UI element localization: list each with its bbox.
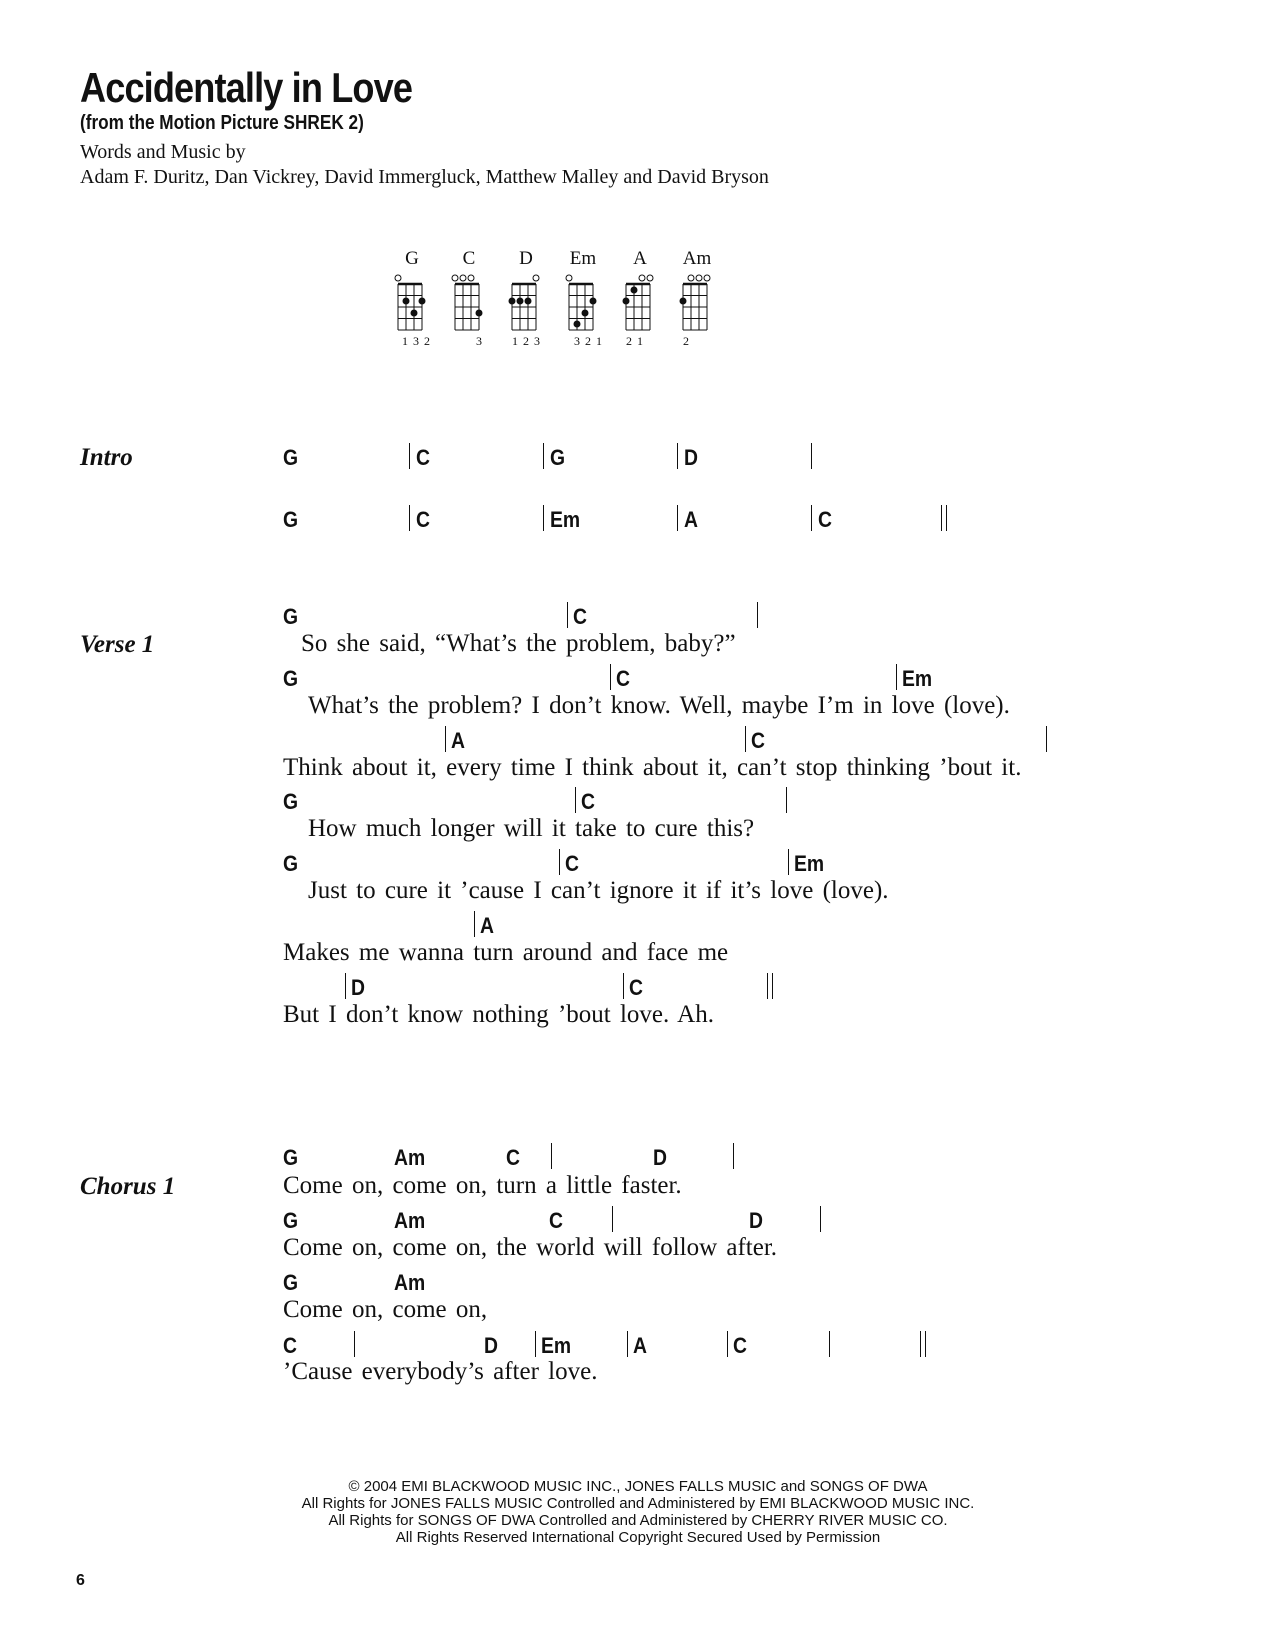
chord-diagram-name: Em	[569, 248, 597, 269]
chord: G	[283, 1145, 299, 1170]
chord: C	[581, 789, 595, 814]
bar-line	[733, 1143, 734, 1169]
chord-diagram-fingering: 1 2 3	[512, 334, 541, 348]
bar-line	[788, 849, 789, 875]
chord: C	[616, 666, 630, 691]
chord-diagram-name: G	[405, 248, 419, 269]
bar-line	[559, 849, 560, 875]
chord: Em	[541, 1333, 572, 1358]
bar-line	[612, 1206, 613, 1232]
chord: C	[629, 975, 643, 1000]
bar-line	[677, 505, 678, 531]
chord: D	[749, 1208, 763, 1233]
lyric-line: Just to cure it ’cause I can’t ignore it if it’s love (love).	[308, 877, 889, 904]
section-label-chorus-1: Chorus 1	[80, 1173, 176, 1200]
bar-line	[786, 787, 787, 813]
chord: A	[451, 728, 465, 753]
bar-line	[551, 1143, 552, 1169]
bar-line	[345, 973, 346, 999]
bar-line	[610, 664, 611, 690]
chord: D	[684, 445, 698, 470]
d-chord-grid	[509, 275, 539, 330]
chord-diagram-name: C	[462, 248, 476, 269]
chord: C	[733, 1333, 747, 1358]
chord: Am	[394, 1270, 426, 1295]
bar-line	[677, 443, 678, 469]
chord: G	[283, 789, 299, 814]
c-chord-grid	[452, 275, 482, 330]
em-chord-grid	[566, 275, 596, 330]
chord: G	[283, 1208, 299, 1233]
chord: Am	[394, 1145, 426, 1170]
bar-line	[627, 1331, 628, 1357]
lyric-line: But I don’t know nothing ’bout love. Ah.	[283, 1001, 714, 1028]
bar-line	[820, 1206, 821, 1232]
chord: C	[818, 507, 832, 532]
chord: C	[751, 728, 765, 753]
section-label-verse-1: Verse 1	[80, 631, 155, 658]
g-chord-grid	[395, 275, 425, 330]
chord: C	[416, 445, 430, 470]
lyric-line: So she said, “What’s the problem, baby?”	[301, 630, 736, 657]
lyric-line: Think about it, every time I think about it, can’t stop thinking ’bout it.	[283, 754, 1022, 781]
chord: D	[484, 1333, 498, 1358]
lyric-line: Makes me wanna turn around and face me	[283, 939, 729, 966]
bar-line	[811, 505, 812, 531]
chord: C	[549, 1208, 563, 1233]
chord-diagram-name: Am	[682, 248, 712, 269]
bar-line	[543, 443, 544, 469]
lyric-line: ’Cause everybody’s after love.	[283, 1358, 598, 1385]
song-subtitle: (from the Motion Picture SHREK 2)	[80, 112, 364, 134]
bar-line	[575, 787, 576, 813]
chord-diagrams	[382, 248, 742, 358]
lyric-line: How much longer will it take to cure this?	[308, 815, 755, 842]
copyright-line: All Rights for JONES FALLS MUSIC Controlled and Administered by EMI BLACKWOOD MUSIC INC.	[301, 1495, 975, 1512]
copyright-line: All Rights Reserved International Copyright Secured Used by Permission	[395, 1529, 881, 1546]
chord-diagram-fingering: 1 3 2	[402, 334, 431, 348]
chord: C	[416, 507, 430, 532]
chord-diagram-grids	[382, 274, 742, 334]
chord-diagram-fingering: 3	[476, 334, 483, 348]
lyric-line: Come on, come on,	[283, 1296, 488, 1323]
chord: G	[283, 604, 299, 629]
bar-line	[409, 505, 410, 531]
page-number: 6	[76, 1572, 85, 1589]
double-bar-line	[767, 973, 773, 999]
chord: G	[283, 445, 299, 470]
a-chord-grid	[623, 275, 653, 330]
bar-line	[829, 1331, 830, 1357]
lyric-line: What’s the problem? I don’t know. Well, maybe I’m in love (love).	[308, 692, 1010, 719]
bar-line	[535, 1331, 536, 1357]
bar-line	[445, 726, 446, 752]
bar-line	[1046, 726, 1047, 752]
credit-label: Words and Music by	[80, 141, 246, 163]
song-title: Accidentally in Love	[80, 64, 413, 111]
copyright-line: All Rights for SONGS OF DWA Controlled and Administered by CHERRY RIVER MUSIC CO.	[328, 1512, 948, 1529]
chord: G	[283, 1270, 299, 1295]
chord: A	[684, 507, 698, 532]
chord: C	[283, 1333, 297, 1358]
bar-line	[811, 443, 812, 469]
bar-line	[474, 911, 475, 937]
bar-line	[409, 443, 410, 469]
chord: G	[283, 666, 299, 691]
copyright-line: © 2004 EMI BLACKWOOD MUSIC INC., JONES FALLS MUSIC and SONGS OF DWA	[348, 1478, 928, 1495]
lyric-line: Come on, come on, turn a little faster.	[283, 1172, 682, 1199]
chord: C	[573, 604, 587, 629]
chord-diagram-name: D	[519, 248, 533, 269]
bar-line	[896, 664, 897, 690]
double-bar-line	[941, 505, 947, 531]
bar-line	[757, 602, 758, 628]
chord: Em	[902, 666, 933, 691]
bar-line	[567, 602, 568, 628]
bar-line	[354, 1331, 355, 1357]
chord-diagram-fingering: 2 1	[626, 334, 644, 348]
chord: A	[480, 913, 494, 938]
chord-diagram-fingering: 2	[683, 334, 690, 348]
chord: G	[550, 445, 566, 470]
chord: C	[565, 851, 579, 876]
chord: G	[283, 507, 299, 532]
bar-line	[543, 505, 544, 531]
section-label-intro: Intro	[80, 444, 133, 471]
chord: Em	[794, 851, 825, 876]
bar-line	[727, 1331, 728, 1357]
bar-line	[623, 973, 624, 999]
chord: C	[506, 1145, 520, 1170]
chord: A	[633, 1333, 647, 1358]
chord: Am	[394, 1208, 426, 1233]
chord: G	[283, 851, 299, 876]
chord: Em	[550, 507, 581, 532]
chord-diagram-fingering: 3 2 1	[574, 334, 603, 348]
bar-line	[745, 726, 746, 752]
lyric-line: Come on, come on, the world will follow after.	[283, 1234, 778, 1261]
double-bar-line	[920, 1331, 926, 1357]
am-chord-grid	[680, 275, 710, 330]
credit-names: Adam F. Duritz, Dan Vickrey, David Immergluck, Matthew Malley and David Bryson	[80, 166, 769, 188]
chord-diagram-name: A	[633, 248, 647, 269]
chord: D	[653, 1145, 667, 1170]
chord: D	[351, 975, 365, 1000]
